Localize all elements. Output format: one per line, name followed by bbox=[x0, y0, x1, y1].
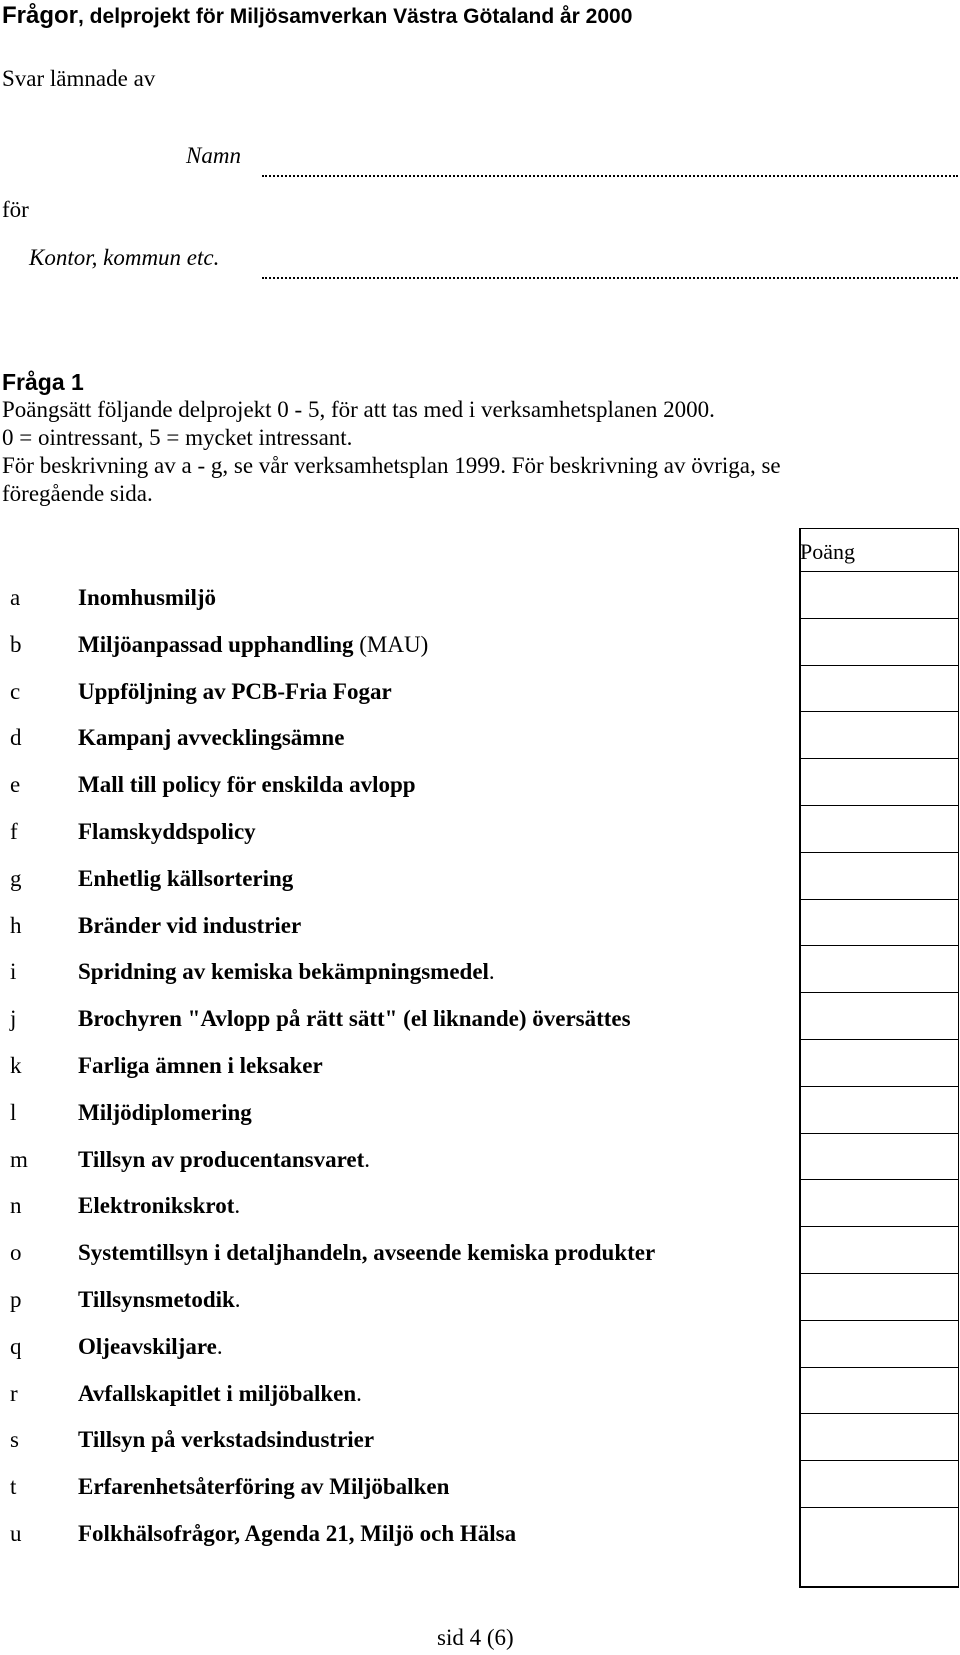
title-rest: , delprojekt för Miljösamverkan Västra Götaland år 2000 bbox=[78, 5, 633, 28]
project-title bbox=[78, 959, 495, 985]
project-name: Elektronikskrot bbox=[78, 1193, 235, 1219]
score-cell[interactable] bbox=[801, 805, 958, 852]
project-name: Enhetlig källsortering bbox=[78, 865, 294, 891]
project-name: Bränder vid industrier bbox=[78, 912, 302, 938]
project-suffix: . bbox=[364, 1146, 371, 1172]
project-name: Kampanj avvecklingsämne bbox=[78, 725, 345, 751]
project-title bbox=[78, 866, 293, 892]
project-name: Brochyren "Avlopp på rätt sätt" (el liknande) översättes bbox=[78, 1006, 631, 1032]
project-suffix: . bbox=[234, 1193, 241, 1219]
project-name: Oljeavskiljare bbox=[78, 1333, 217, 1359]
points-header: Poäng bbox=[800, 539, 855, 564]
project-title bbox=[78, 1427, 374, 1453]
score-cell[interactable] bbox=[801, 1226, 958, 1273]
project-title bbox=[78, 632, 428, 658]
name-label: Namn bbox=[186, 143, 241, 168]
project-title bbox=[78, 1474, 449, 1500]
project-name: Systemtillsyn i detaljhandeln, avseende kemiska produkter bbox=[78, 1240, 656, 1266]
intro-line-4: föregående sida. bbox=[2, 481, 153, 506]
score-cell[interactable] bbox=[801, 758, 958, 805]
document-title bbox=[2, 2, 632, 30]
project-title bbox=[78, 1006, 631, 1032]
score-cell[interactable] bbox=[801, 1179, 958, 1226]
project-suffix: . bbox=[356, 1380, 362, 1406]
intro-line-2: 0 = ointressant, 5 = mycket intressant. bbox=[2, 425, 353, 450]
item-letter: k bbox=[10, 1053, 22, 1078]
project-title bbox=[78, 725, 344, 751]
project-name: Mall till policy för enskilda avlopp bbox=[78, 772, 416, 798]
name-field[interactable] bbox=[262, 175, 958, 177]
project-title bbox=[78, 1381, 362, 1407]
score-cell[interactable] bbox=[801, 1460, 958, 1507]
intro-line-3: För beskrivning av a - g, se vår verksamhetsplan 1999. För beskrivning av övriga, se bbox=[2, 453, 781, 478]
project-name: Miljödiplomering bbox=[78, 1099, 252, 1125]
score-cell[interactable] bbox=[801, 571, 958, 618]
project-title bbox=[78, 1193, 240, 1219]
project-name: Tillsyn på verkstadsindustrier bbox=[78, 1427, 375, 1453]
for-label: för bbox=[2, 197, 29, 222]
intro-line-1: Poängsätt följande delprojekt 0 - 5, för att tas med i verksamhetsplanen 2000. bbox=[2, 397, 715, 422]
item-letter: s bbox=[10, 1427, 19, 1453]
page-number: sid 4 (6) bbox=[437, 1625, 514, 1650]
project-title bbox=[78, 1287, 241, 1313]
score-cell[interactable] bbox=[801, 899, 958, 946]
project-name: Flamskyddspolicy bbox=[78, 819, 256, 844]
project-title bbox=[78, 1053, 323, 1079]
item-letter: q bbox=[10, 1333, 22, 1359]
score-cell[interactable] bbox=[801, 1507, 958, 1554]
project-name: Folkhälsofrågor, Agenda 21, Miljö och Hälsa bbox=[78, 1521, 517, 1546]
project-name: Tillsyn av producentansvaret bbox=[78, 1146, 365, 1172]
project-title bbox=[78, 1521, 516, 1547]
project-name: Miljöanpassad upphandling bbox=[78, 631, 354, 657]
score-cell[interactable] bbox=[801, 1320, 958, 1367]
project-name: Avfallskapitlet i miljöbalken bbox=[78, 1380, 357, 1406]
project-name: Farliga ämnen i leksaker bbox=[78, 1053, 323, 1078]
score-cell[interactable] bbox=[801, 618, 958, 665]
score-cell[interactable] bbox=[801, 1413, 958, 1460]
project-name: Tillsynsmetodik bbox=[78, 1287, 235, 1312]
project-name: Uppföljning av PCB-Fria Fogar bbox=[78, 678, 392, 704]
score-cell[interactable] bbox=[801, 945, 958, 992]
item-letter: u bbox=[10, 1521, 22, 1546]
item-letter: n bbox=[10, 1193, 22, 1219]
project-name: Inomhusmiljö bbox=[78, 585, 217, 610]
item-letter: f bbox=[10, 819, 18, 844]
item-letter: p bbox=[10, 1287, 22, 1312]
project-title bbox=[78, 1240, 655, 1266]
item-letter: e bbox=[10, 772, 21, 798]
item-letter: i bbox=[10, 959, 17, 985]
score-cell[interactable] bbox=[801, 992, 958, 1039]
item-letter: o bbox=[10, 1240, 22, 1266]
project-name: Spridning av kemiska bekämpningsmedel bbox=[78, 959, 489, 985]
project-title bbox=[78, 1100, 252, 1126]
office-field[interactable] bbox=[262, 277, 958, 279]
score-cell[interactable] bbox=[801, 711, 958, 758]
score-cell[interactable] bbox=[801, 1133, 958, 1180]
points-column bbox=[799, 528, 959, 1588]
item-letter: j bbox=[10, 1006, 17, 1032]
score-cell[interactable] bbox=[801, 1367, 958, 1414]
project-title bbox=[78, 585, 216, 611]
project-suffix: . bbox=[234, 1287, 241, 1312]
score-cell[interactable] bbox=[801, 852, 958, 899]
item-letter: t bbox=[10, 1474, 17, 1500]
item-letter: r bbox=[10, 1380, 18, 1406]
item-letter: m bbox=[10, 1146, 28, 1172]
score-cell[interactable] bbox=[801, 665, 958, 712]
project-title bbox=[78, 679, 392, 705]
item-letter: a bbox=[10, 585, 21, 610]
project-suffix: . bbox=[216, 1333, 223, 1359]
item-letter: b bbox=[10, 631, 22, 657]
project-title bbox=[78, 772, 416, 798]
item-letter: l bbox=[10, 1099, 17, 1125]
answered-by-label: Svar lämnade av bbox=[2, 66, 156, 91]
score-cell[interactable] bbox=[801, 1273, 958, 1320]
title-main: Frågor bbox=[2, 2, 79, 29]
project-suffix: (MAU) bbox=[353, 631, 429, 657]
project-title bbox=[78, 1334, 223, 1360]
project-title bbox=[78, 819, 256, 845]
item-letter: c bbox=[10, 678, 21, 704]
item-letter: d bbox=[10, 725, 22, 751]
project-suffix: . bbox=[488, 959, 495, 985]
project-title bbox=[78, 1147, 370, 1173]
project-name: Erfarenhetsåterföring av Miljöbalken bbox=[78, 1474, 450, 1500]
score-cell[interactable] bbox=[801, 1086, 958, 1133]
question-heading: Fråga 1 bbox=[2, 369, 84, 395]
project-title bbox=[78, 913, 301, 939]
score-cell[interactable] bbox=[801, 1039, 958, 1086]
office-label: Kontor, kommun etc. bbox=[29, 245, 220, 270]
item-letter: g bbox=[10, 865, 22, 891]
item-letter: h bbox=[10, 912, 22, 938]
